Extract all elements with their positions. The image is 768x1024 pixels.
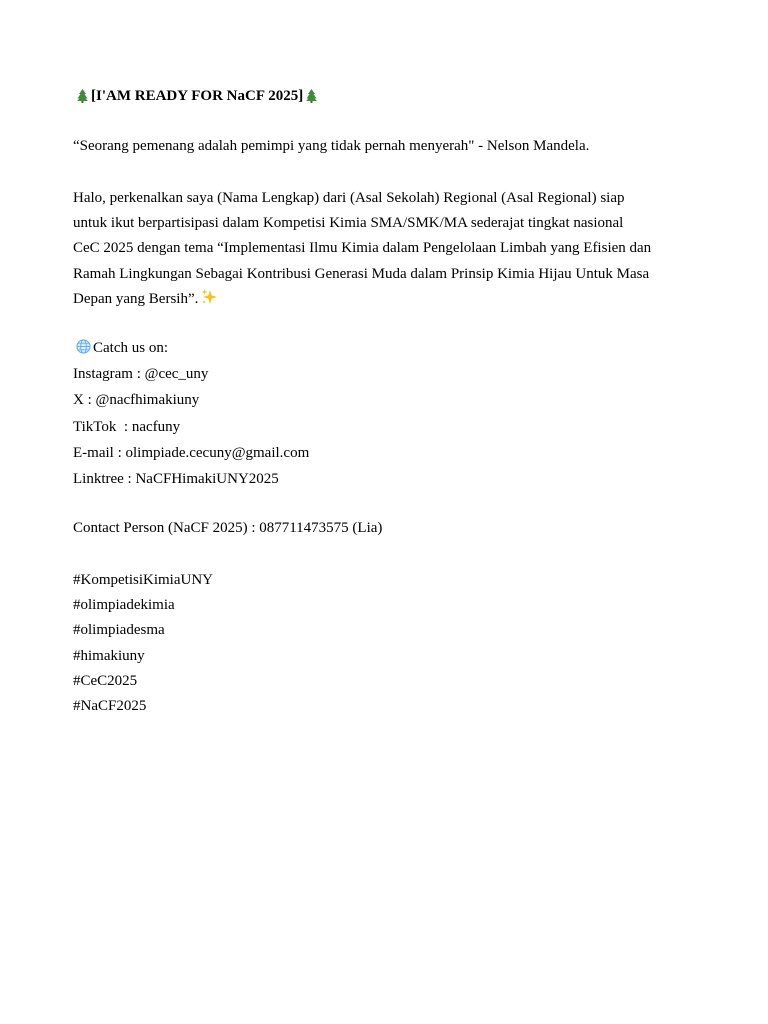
quote-text: “Seorang pemenang adalah pemimpi yang tidak pernah menyerah" - Nelson Mandela. — [73, 138, 590, 154]
hashtag: #CeC2025 — [73, 672, 138, 689]
globe-icon — [76, 339, 91, 354]
intro-line: Halo, perkenalkan saya (Nama Lengkap) dari (Asal Sekolah) Regional (Asal Regional) siap — [73, 190, 625, 206]
intro-line: Ramah Lingkungan Sebagai Kontribusi Generasi Muda dalam Prinsip Kimia Hijau Untuk Masa — [73, 265, 650, 282]
hashtag: #himakiuny — [73, 647, 145, 664]
document-page — [73, 86, 693, 719]
hashtag: #olimpiadekimia — [73, 597, 175, 614]
hashtag: #KompetisiKimiaUNY — [73, 572, 213, 589]
social-tiktok: TikTok : nacfuny — [73, 418, 181, 435]
social-linktree: Linktree : NaCFHimakiUNY2025 — [73, 471, 279, 488]
title-line — [77, 86, 693, 106]
socials-heading-row — [73, 335, 693, 361]
hashtag: #NaCF2025 — [73, 697, 147, 714]
social-x: X : @nacfhimakiuny — [73, 392, 200, 409]
contact-person: Contact Person (NaCF 2025) : 087711473575 (Lia) — [73, 520, 383, 537]
sparkles-icon — [201, 289, 217, 305]
christmas-tree-icon — [306, 89, 317, 103]
social-links — [73, 335, 693, 492]
intro-last-line — [73, 287, 693, 312]
hashtag: #olimpiadesma — [73, 622, 165, 639]
intro-line: Depan yang Bersih”. — [73, 290, 199, 307]
document-title: [I'AM READY FOR NaCF 2025] — [91, 88, 304, 104]
socials-heading: Catch us on: — [93, 340, 168, 357]
social-instagram: Instagram : @cec_uny — [73, 366, 209, 383]
hashtag-list — [73, 568, 693, 719]
christmas-tree-icon — [77, 89, 88, 103]
intro-line: untuk ikut berpartisipasi dalam Kompetisi Kimia SMA/SMK/MA sederajat tingkat nasional — [73, 215, 624, 232]
intro-line: CeC 2025 dengan tema “Implementasi Ilmu Kimia dalam Pengelolaan Limbah yang Efisien dan — [73, 240, 652, 257]
intro-paragraph — [73, 186, 693, 312]
social-email: E-mail : olimpiade.cecuny@gmail.com — [73, 444, 310, 461]
